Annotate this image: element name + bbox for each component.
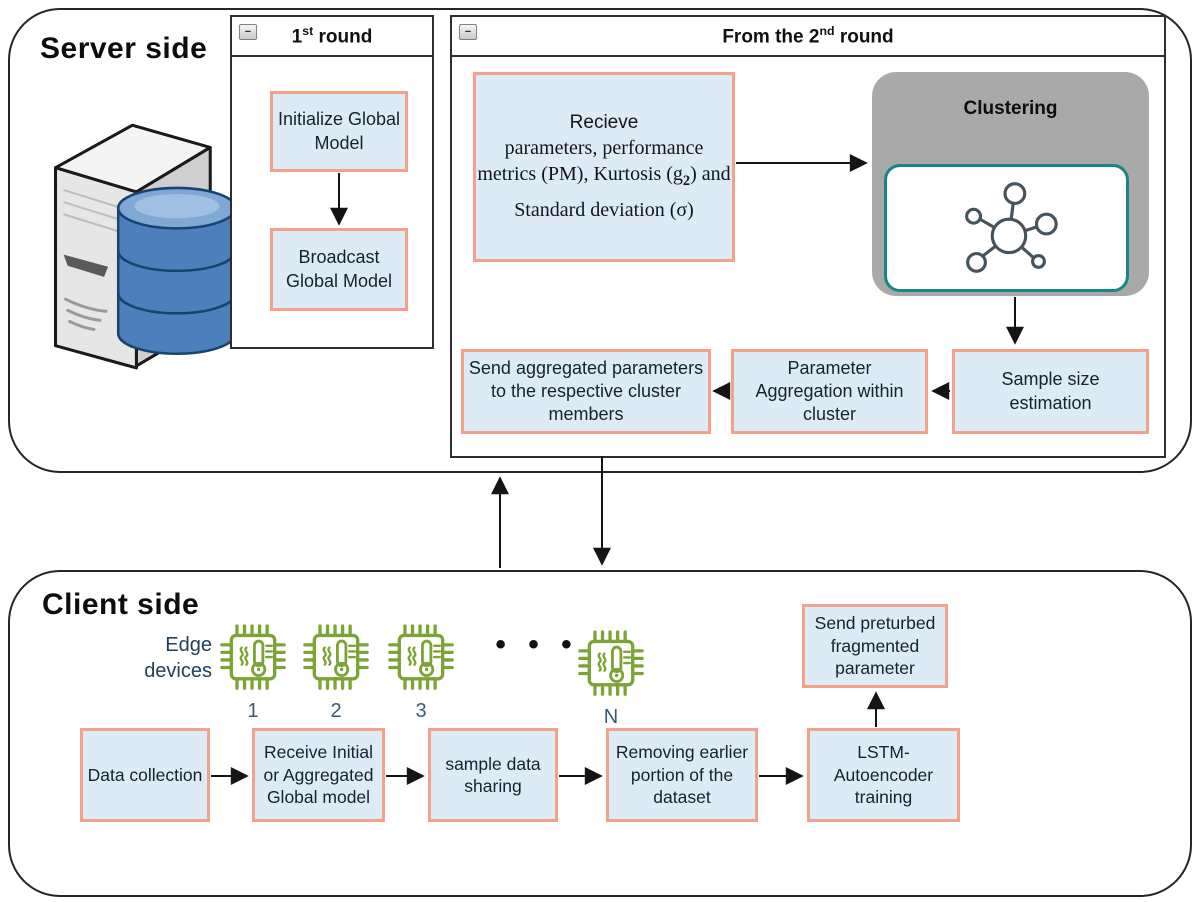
sample-data-sharing-box: sample data sharing <box>428 728 558 822</box>
receive-line-3a: metrics (PM), Kurtosis (g <box>477 163 683 186</box>
collapse-icon[interactable]: − <box>239 24 257 40</box>
device-number: 3 <box>415 700 427 722</box>
receive-line-3b: ) and <box>690 163 731 186</box>
server-side-container <box>8 8 1192 473</box>
receive-line-4: Standard deviation (σ) <box>514 199 694 222</box>
receive-initial-box: Receive Initial or Aggregated Global model <box>252 728 385 822</box>
chip-thermometer-icon <box>220 622 286 696</box>
panel-first-round-title <box>292 24 373 48</box>
title-base: 1 <box>291 26 303 48</box>
edge-devices-label: Edge devices <box>144 634 212 682</box>
panel-first-round <box>230 15 434 349</box>
receive-line-1: Recieve <box>569 111 639 133</box>
sample-size-estimation-box: Sample size estimation <box>952 349 1149 434</box>
receive-parameters-box <box>473 72 735 262</box>
receive-line-2: parameters, performance <box>504 137 704 160</box>
initialize-global-model-box: Initialize Global Model <box>270 91 408 172</box>
title-sup: nd <box>819 23 835 38</box>
send-aggregated-box: Send aggregated parameters to the respective cluster members <box>461 349 711 434</box>
kurtosis-subscript: 2 <box>682 173 691 190</box>
broadcast-global-model-box: Broadcast Global Model <box>270 228 408 311</box>
send-preturbed-parameter-box: Send preturbed fragmented parameter <box>802 604 948 688</box>
client-side-container <box>8 570 1192 897</box>
client-side-title: Client side <box>42 588 200 621</box>
removing-earlier-portion-box: Removing earlier portion of the dataset <box>606 728 758 822</box>
title-rest: round <box>313 26 373 48</box>
device-number: N <box>603 706 619 728</box>
title-rest: round <box>834 26 894 48</box>
panel-first-round-header <box>232 17 432 57</box>
chip-thermometer-icon <box>303 622 369 696</box>
panel-second-round-title <box>722 24 893 48</box>
server-database-icon <box>42 105 247 373</box>
cluster-network-icon <box>948 178 1066 278</box>
ellipsis: • • • <box>495 628 579 661</box>
receive-line-3 <box>477 161 730 191</box>
clustering-inner-box <box>884 164 1129 292</box>
chip-thermometer-icon <box>388 622 454 696</box>
lstm-autoencoder-training-box: LSTM-Autoencoder training <box>807 728 960 822</box>
collapse-icon[interactable]: − <box>459 24 477 40</box>
panel-second-round-header <box>452 17 1164 57</box>
data-collection-box: Data collection <box>80 728 210 822</box>
server-side-title: Server side <box>40 32 208 65</box>
clustering-group <box>872 72 1149 296</box>
clustering-label: Clustering <box>963 98 1058 119</box>
parameter-aggregation-box: Parameter Aggregation within cluster <box>731 349 928 434</box>
title-sup: st <box>302 23 314 38</box>
device-number: 1 <box>247 700 259 722</box>
panel-second-round <box>450 15 1166 458</box>
device-number: 2 <box>330 700 342 722</box>
title-base: From the 2 <box>722 26 820 48</box>
chip-thermometer-icon <box>578 628 644 702</box>
